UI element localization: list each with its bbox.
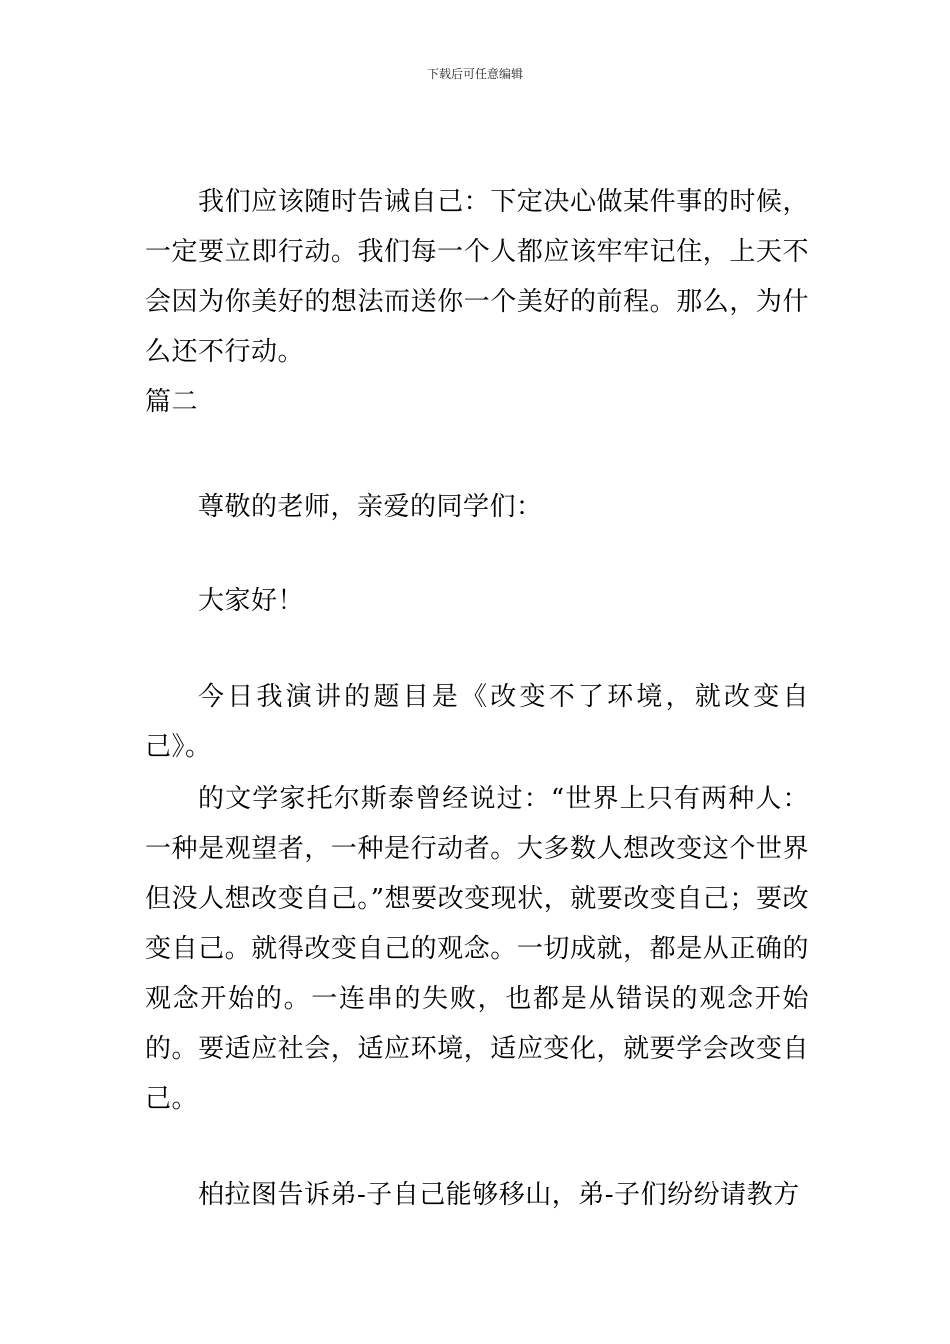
paragraph-topic: 今日我演讲的题目是《改变不了环境，就改变自己》。 — [145, 682, 809, 762]
paragraph-action: 我们应该随时告诫自己：下定决心做某件事的时候，一定要立即行动。我们每一个人都应该牢牢记住，上天不会因为你美好的想法而送你一个美好的前程。那么，为什么还不行动。 — [145, 187, 809, 367]
paragraph-greeting: 尊敬的老师，亲爱的同学们： — [198, 492, 543, 522]
section-title: 篇二 — [145, 387, 199, 417]
paragraph-hello: 大家好！ — [198, 586, 305, 616]
paragraph-tolstoy: 的文学家托尔斯泰曾经说过：“世界上只有两种人：一种是观望者，一种是行动者。大多数人想改变这个世界但没人想改变自己。”想要改变现状，就要改变自己；要改变自己。就得改变自己的观念。一切成就，都是从正确的观念开始的。一连串的失败，也都是从错误的观念开始的。要适应社会，适应环境，适应变化，就要学会改变自己。 — [145, 784, 809, 1114]
page-header-note: 下载后可任意编辑 — [426, 67, 523, 81]
paragraph-plato: 柏拉图告诉弟-子自己能够移山，弟-子们纷纷请教方 — [198, 1180, 800, 1210]
